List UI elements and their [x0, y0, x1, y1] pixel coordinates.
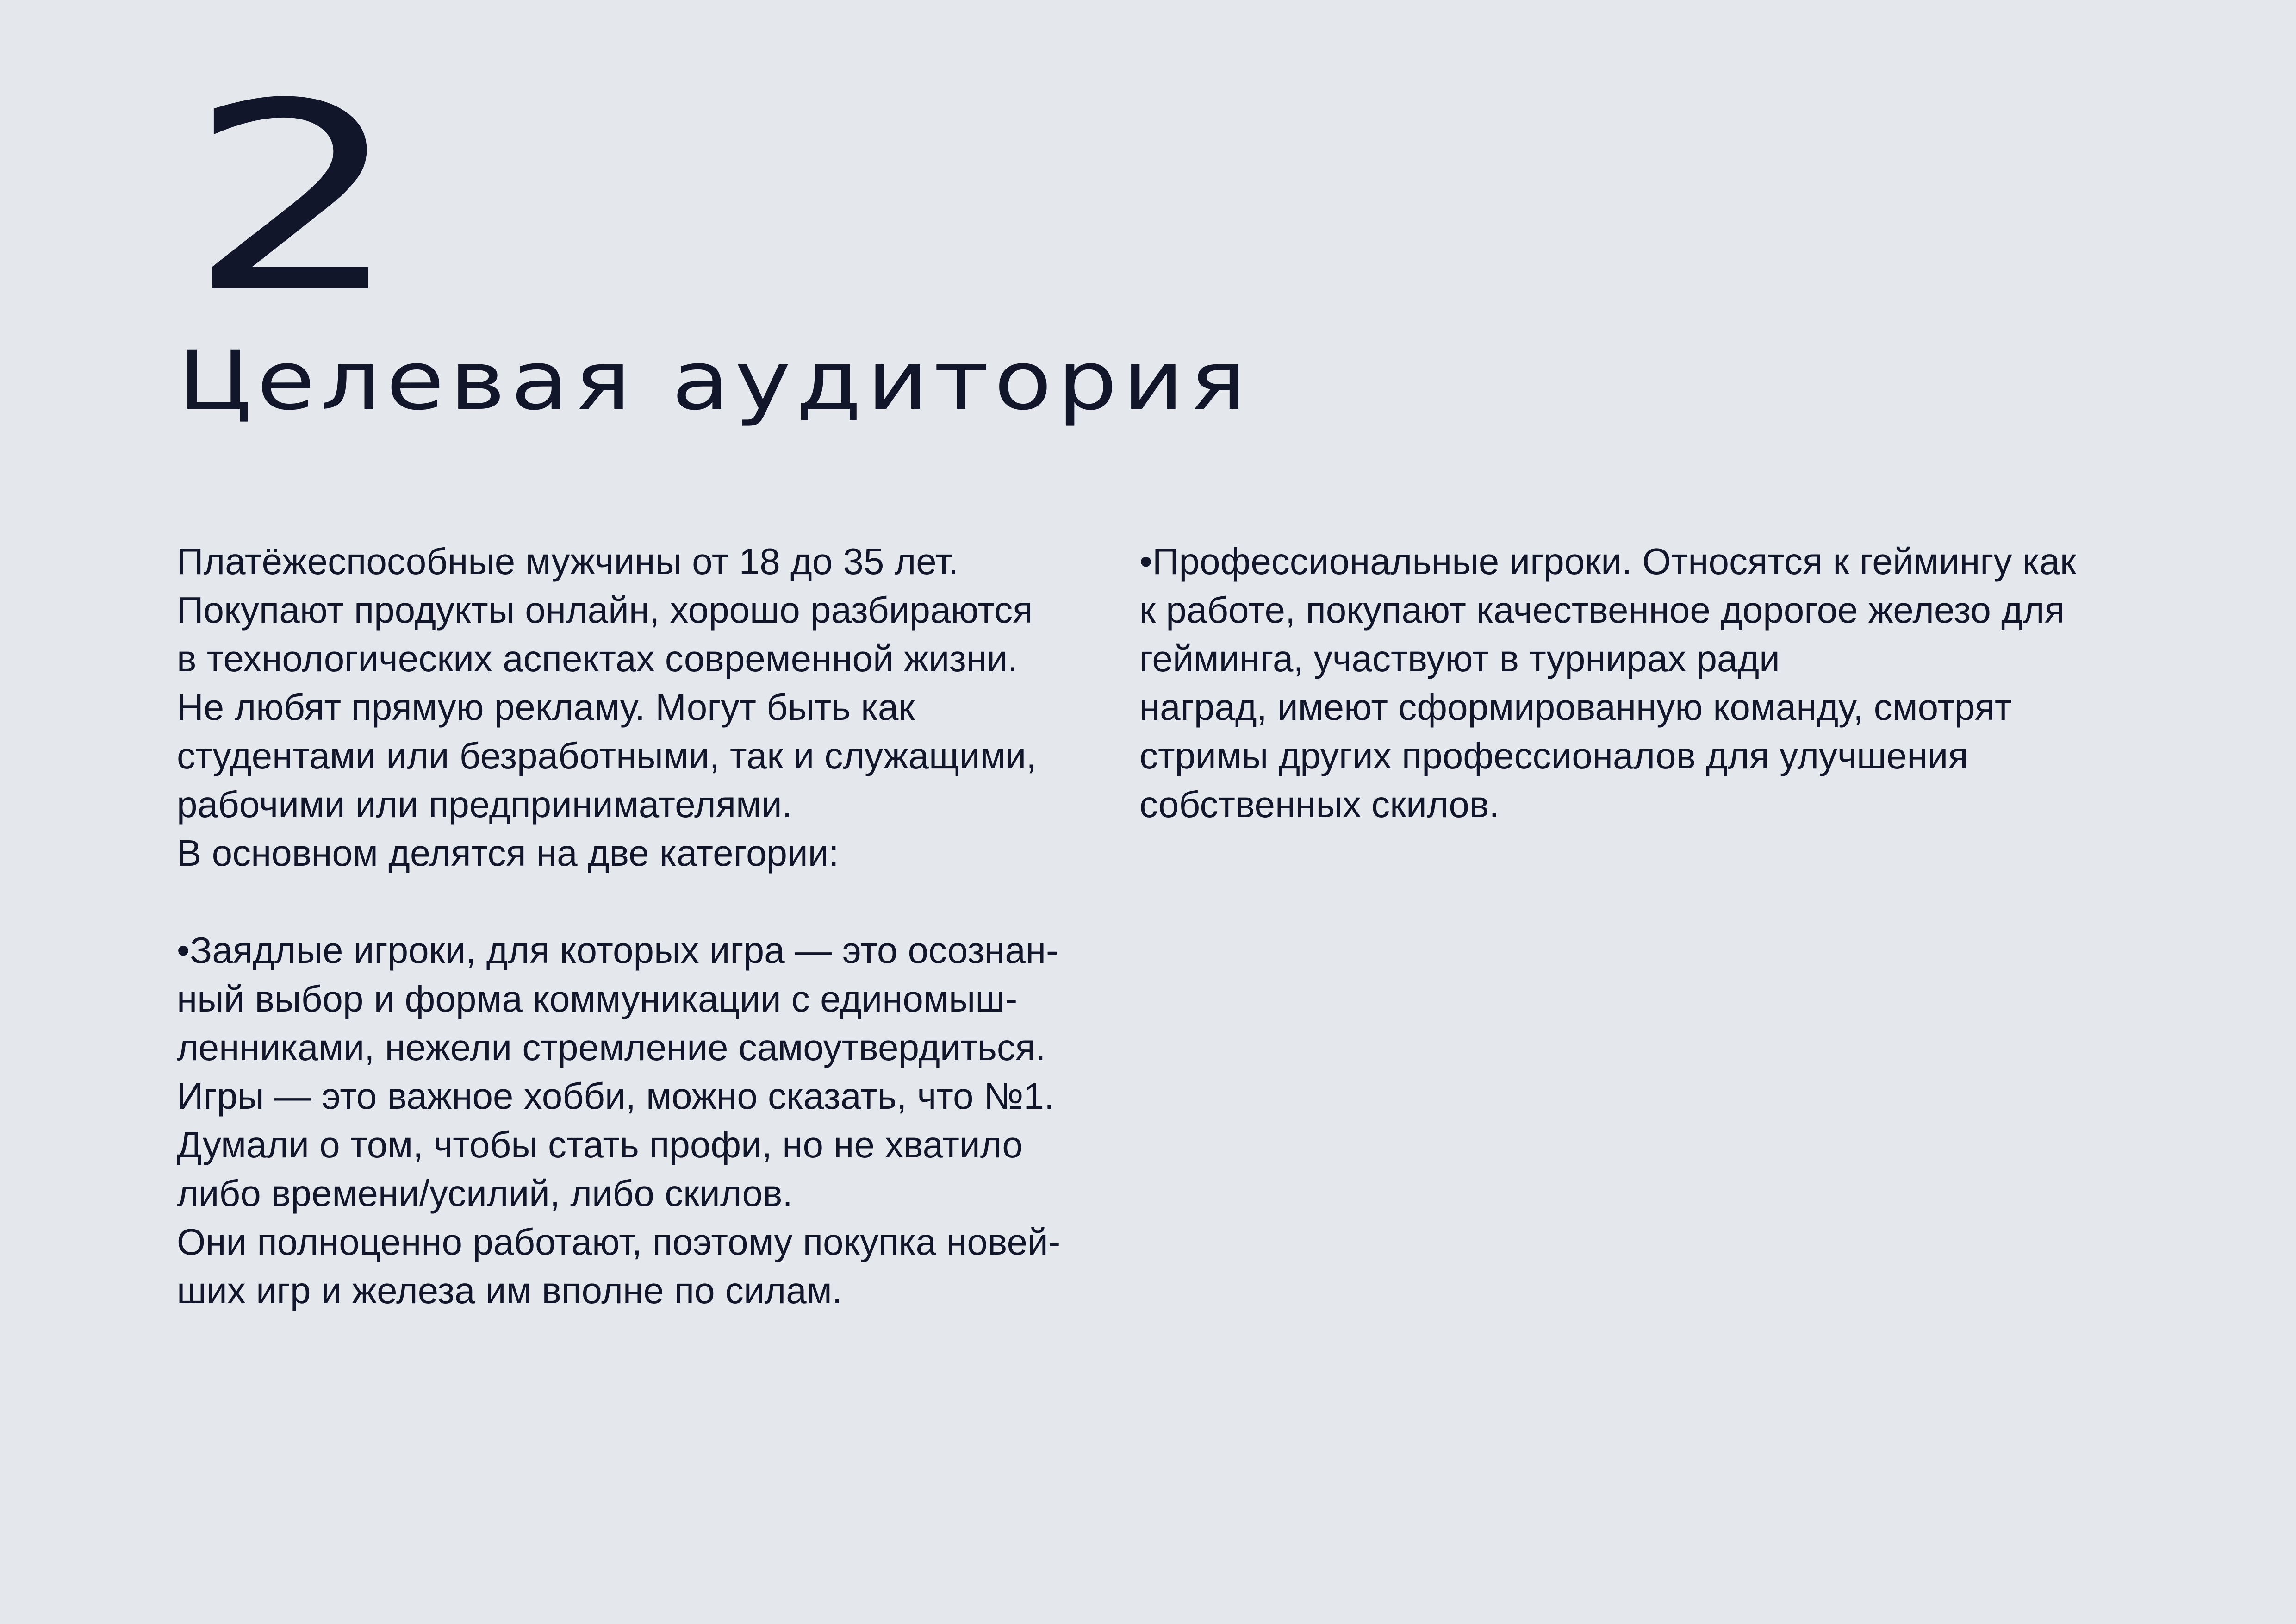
section-title: Целевая аудитория [178, 333, 1252, 428]
text-line: В основном делятся на две категории: [177, 832, 839, 874]
text-line: ленниками, нежели стремление самоутвердиться. [177, 1027, 1046, 1068]
text-line: наград, имеют сформированную команду, смотрят [1139, 687, 2012, 728]
text-line: рабочими или предпринимателями. [177, 784, 792, 825]
text-line: Они полноценно работают, поэтому покупка новей- [177, 1221, 1061, 1262]
text-line: Думали о том, чтобы стать профи, но не хватило [177, 1124, 1023, 1165]
text-line: Платёжеспособные мужчины от 18 до 35 лет. [177, 541, 959, 582]
text-line: студентами или безработными, так и служащими, [177, 735, 1037, 776]
text-line: Игры — это важное хобби, можно сказать, что №1. [177, 1075, 1055, 1117]
text-line: стримы других профессионалов для улучшения [1139, 735, 1968, 776]
text-line: либо времени/усилий, либо скилов. [177, 1173, 793, 1214]
left-text-column [177, 537, 1126, 1315]
text-line: ших игр и железа им вполне по силам. [177, 1270, 842, 1311]
bullet-line: •Заядлые игроки, для которых игра — это осознан- [177, 930, 1058, 971]
section-number: 2 [187, 48, 402, 350]
text-line: Покупают продукты онлайн, хорошо разбираются [177, 589, 1033, 631]
text-line: ный выбор и форма коммуникации с единомыш- [177, 978, 1018, 1019]
bullet-line: •Профессиональные игроки. Относятся к геймингу как [1139, 541, 2076, 582]
text-line: собственных скилов. [1139, 784, 1500, 825]
text-line: к работе, покупают качественное дорогое железо для [1139, 589, 2065, 631]
text-line: гейминга, участвуют в турнирах ради [1139, 638, 1780, 679]
text-line: Не любят прямую рекламу. Могут быть как [177, 687, 915, 728]
right-text-column [1139, 537, 2158, 829]
blank-line [177, 877, 1126, 926]
text-line: в технологических аспектах современной жизни. [177, 638, 1018, 679]
